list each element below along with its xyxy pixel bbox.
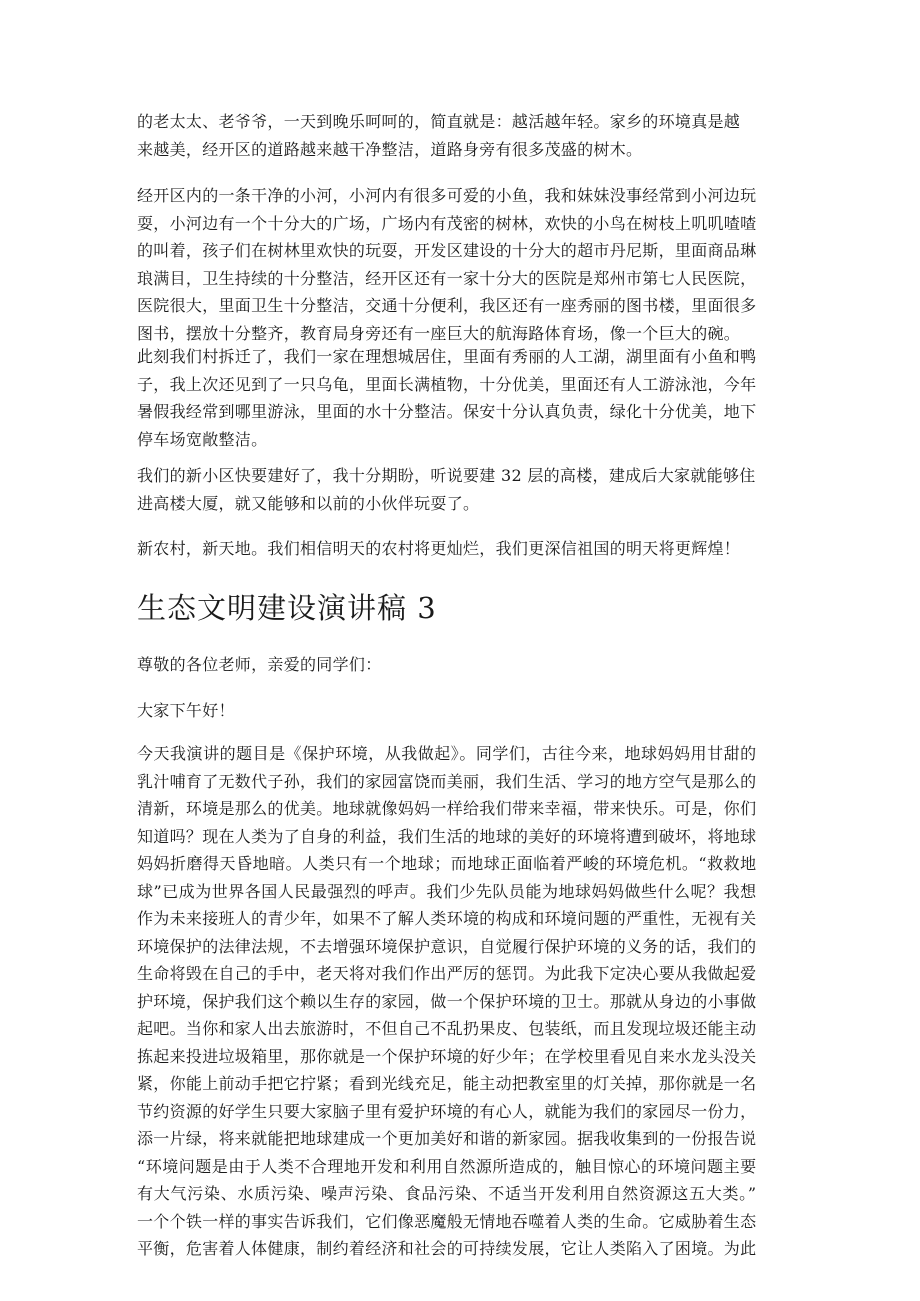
text-line: 今天我演讲的题目是《保护环境，从我做起》。同学们，古往今来，地球妈妈用甘甜的 (137, 744, 757, 763)
paragraph-new-community (137, 462, 756, 517)
speech-body (137, 740, 756, 1263)
text-line: 作为未来接班人的青少年，如果不了解人类环境的构成和环境问题的严重性，无视有关 (137, 909, 757, 928)
text-line: 停车场宽敞整洁。 (137, 429, 268, 449)
paragraph-closing-remark (137, 535, 740, 563)
text-line: 知道吗？现在人类为了自身的利益，我们生活的地球的美好的环境将遭到破坏，将地球 (137, 826, 757, 846)
text-line: 有大气污染、水质污染、噪声污染、食品污染、不适当开发利用自然资源这五大类。” (137, 1184, 757, 1203)
text-line: 妈妈折磨得天昏地暗。人类只有一个地球；而地球正面临着严峻的环境危机。“救救地 (137, 854, 757, 873)
text-line: 球”已成为世界各国人民最强烈的呼声。我们少先队员能为地球妈妈做些什么呢？我想 (137, 881, 757, 901)
text-line: 添一片绿，将来就能把地球建成一个更加美好和谐的新家园。据我收集到的一份报告说 (137, 1129, 757, 1148)
paragraph-development-zone (137, 182, 756, 347)
text-line: 的叫着，孩子们在树林里欢快的玩耍，开发区建设的十分大的超市丹尼斯，里面商品琳 (137, 241, 757, 260)
text-line: 起吧。当你和家人出去旅游时，不但自己不乱扔果皮、包装纸，而且发现垃圾还能主动 (137, 1019, 757, 1038)
text-line: 子，我上次还见到了一只乌龟，里面长满植物，十分优美，里面还有人工游泳池，今年 (137, 374, 757, 394)
text-line: 平衡，危害着人体健康，制约着经济和社会的可持续发展，它让人类陷入了困境。为此 (137, 1239, 757, 1258)
text-line: “环境问题是由于人类不合理地开发和利用自然源所造成的，触目惊心的环境问题主要 (137, 1156, 757, 1176)
text-line: 拣起来投进垃圾箱里，那你就是一个保护环境的好少年；在学校里看见自来水龙头没关 (137, 1046, 757, 1066)
text-line: 大家下午好！ (137, 701, 235, 720)
text-line: 来越美，经开区的道路越来越干净整洁，道路身旁有很多茂盛的树木。 (137, 139, 643, 159)
text-line: 乳汁哺育了无数代子孙，我们的家园富饶而美丽，我们生活、学习的地方空气是那么的 (137, 771, 757, 791)
greeting-line (137, 651, 382, 679)
text-line: 医院很大，里面卫生十分整洁，交通十分便利，我区还有一座秀丽的图书楼，里面很多 (137, 296, 757, 315)
text-line: 一个个铁一样的事实告诉我们，它们像恶魔般无情地吞噬着人类的生命。它威胁着生态 (137, 1211, 757, 1231)
text-line: 的老太太、老爷爷，一天到晚乐呵呵的，简直就是：越活越年轻。家乡的环境真是越 (137, 112, 741, 131)
text-line: 紧，你能上前动手把它拧紧；看到光线充足，能主动把教室里的灯关掉，那你就是一名 (137, 1074, 757, 1093)
section-heading: 生态文明建设演讲稿 3 (137, 591, 437, 625)
text-line: 环境保护的法律法规，不去增强环境保护意识，自觉履行保护环境的义务的话，我们的 (137, 936, 757, 956)
text-line: 尊敬的各位老师，亲爱的同学们： (137, 655, 382, 674)
text-line: 清新，环境是那么的优美。地球就像妈妈一样给我们带来幸福，带来快乐。可是，你们 (137, 799, 757, 818)
text-line: 图书，摆放十分整齐，教育局身旁还有一座巨大的航海路体育场，像一个巨大的碗。 (137, 323, 741, 343)
text-line: 进高楼大厦，就又能够和以前的小伙伴玩耍了。 (137, 493, 480, 513)
text-line: 生命将毁在自己的手中，老天将对我们作出严厉的惩罚。为此我下定决心要从我做起爱 (137, 964, 757, 983)
text-line: 暑假我经常到哪里游泳，里面的水十分整洁。保安十分认真负责，绿化十分优美，地下 (137, 402, 757, 421)
text-line: 经开区内的一条干净的小河，小河内有很多可爱的小鱼，我和妹妹没事经常到小河边玩 (137, 186, 757, 205)
text-line: 护环境，保护我们这个赖以生存的家园，做一个保护环境的卫士。那就从身边的小事做 (137, 991, 757, 1011)
text-line: 节约资源的好学生只要大家脑子里有爱护环境的有心人，就能为我们的家园尽一份力， (137, 1101, 757, 1121)
text-line: 此刻我们村拆迁了，我们一家在理想城居住，里面有秀丽的人工湖，湖里面有小鱼和鸭 (137, 347, 757, 366)
paragraph-hometown-elders (137, 108, 740, 163)
text-line: 琅满目，卫生持续的十分整洁，经开区还有一家十分大的医院是郑州市第七人民医院， (137, 268, 757, 288)
text-line: 新农村，新天地。我们相信明天的农村将更灿烂，我们更深信祖国的明天将更辉煌！ (137, 539, 741, 558)
text-line: 耍，小河边有一个十分大的广场，广场内有茂密的树林，欢快的小鸟在树枝上叽叽喳喳 (137, 213, 757, 233)
salutation-line (137, 697, 235, 725)
text-line: 我们的新小区快要建好了，我十分期盼，听说要建 32 层的高楼，建成后大家就能够住 (137, 466, 756, 485)
paragraph-village-relocation (137, 343, 756, 453)
